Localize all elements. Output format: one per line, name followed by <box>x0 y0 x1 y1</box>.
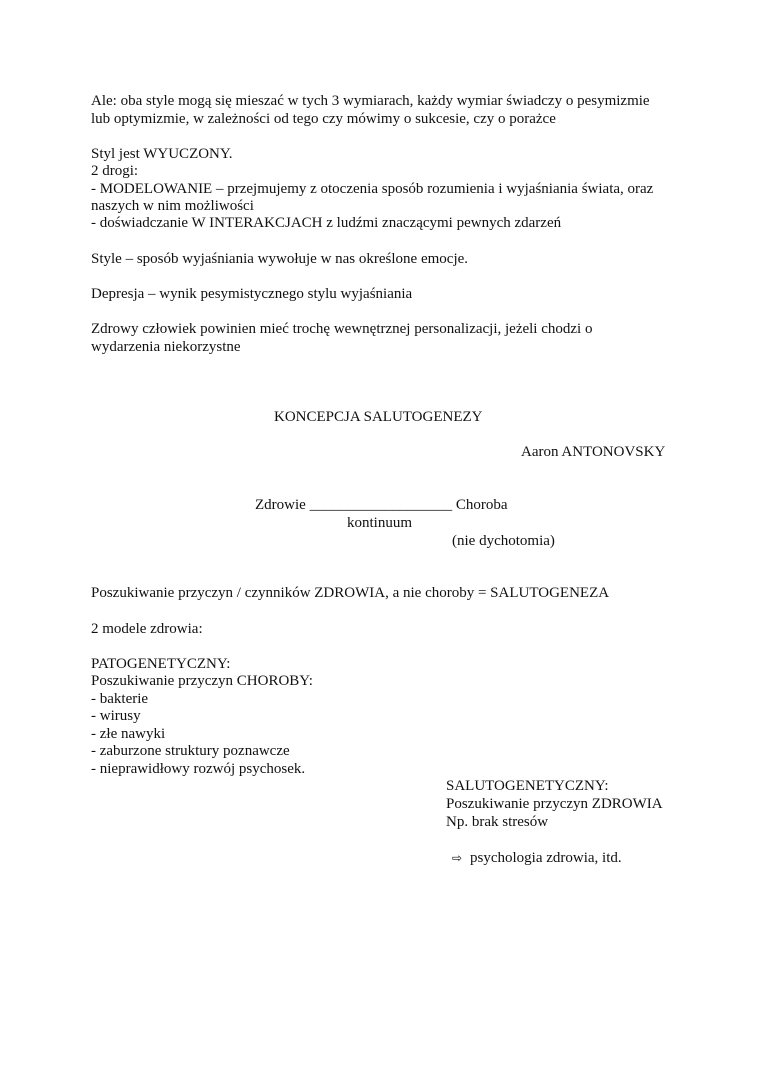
arrow-item-text: psychologia zdrowia, itd. <box>470 850 622 866</box>
learned-line-5: - doświadczanie W INTERAKCJACH z ludźmi znaczącymi pewnych zdarzeń <box>91 215 562 231</box>
pathogenetic-item: - wirusy <box>91 708 141 724</box>
models-note: 2 modele zdrowia: <box>91 621 203 637</box>
right-arrow-outline-icon: ⇨ <box>452 851 463 865</box>
pathogenetic-item: - nieprawidłowy rozwój psychosek. <box>91 761 306 777</box>
pathogenetic-item: - złe nawyki <box>91 726 166 742</box>
learned-line-4: naszych w nim możliwości <box>91 198 254 214</box>
salutogenetic-title: SALUTOGENETYCZNY: <box>446 778 609 794</box>
continuum-label: kontinuum <box>347 515 413 531</box>
continuum-note: (nie dychotomia) <box>452 533 555 549</box>
search-note: Poszukiwanie przyczyn / czynników ZDROWIA, a nie choroby = SALUTOGENEZA <box>91 585 610 601</box>
styles-note: Style – sposób wyjaśniania wywołuje w nas określone emocje. <box>91 251 469 267</box>
depression-note: Depresja – wynik pesymistycznego stylu wyjaśniania <box>91 286 413 302</box>
salutogenetic-subtitle: Poszukiwanie przyczyn ZDROWIA <box>446 796 663 812</box>
section-heading: KONCEPCJA SALUTOGENEZY <box>274 409 483 425</box>
pathogenetic-item: - bakterie <box>91 691 149 707</box>
learned-line-2: 2 drogi: <box>91 163 139 179</box>
learned-line-3: - MODELOWANIE – przejmujemy z otoczenia sposób rozumienia i wyjaśniania świata, oraz <box>91 181 654 197</box>
continuum-line: Zdrowie ___________________ Choroba <box>255 497 508 513</box>
healthy-line-2: wydarzenia niekorzystne <box>91 339 241 355</box>
intro-line-2: lub optymizmie, w zależności od tego czy mówimy o sukcesie, czy o porażce <box>91 111 556 127</box>
pathogenetic-item: - zaburzone struktury poznawcze <box>91 743 290 759</box>
pathogenetic-subtitle: Poszukiwanie przyczyn CHOROBY: <box>91 673 313 689</box>
intro-line-1: Ale: oba style mogą się mieszać w tych 3 wymiarach, każdy wymiar świadczy o pesymizmie <box>91 93 650 109</box>
salutogenetic-example: Np. brak stresów <box>446 814 549 830</box>
pathogenetic-title: PATOGENETYCZNY: <box>91 656 231 672</box>
salutogenetic-arrow-item <box>452 849 622 867</box>
author-name: Aaron ANTONOVSKY <box>521 444 666 460</box>
healthy-line-1: Zdrowy człowiek powinien mieć trochę wewnętrznej personalizacji, jeżeli chodzi o <box>91 321 593 337</box>
learned-line-1: Styl jest WYUCZONY. <box>91 146 233 162</box>
